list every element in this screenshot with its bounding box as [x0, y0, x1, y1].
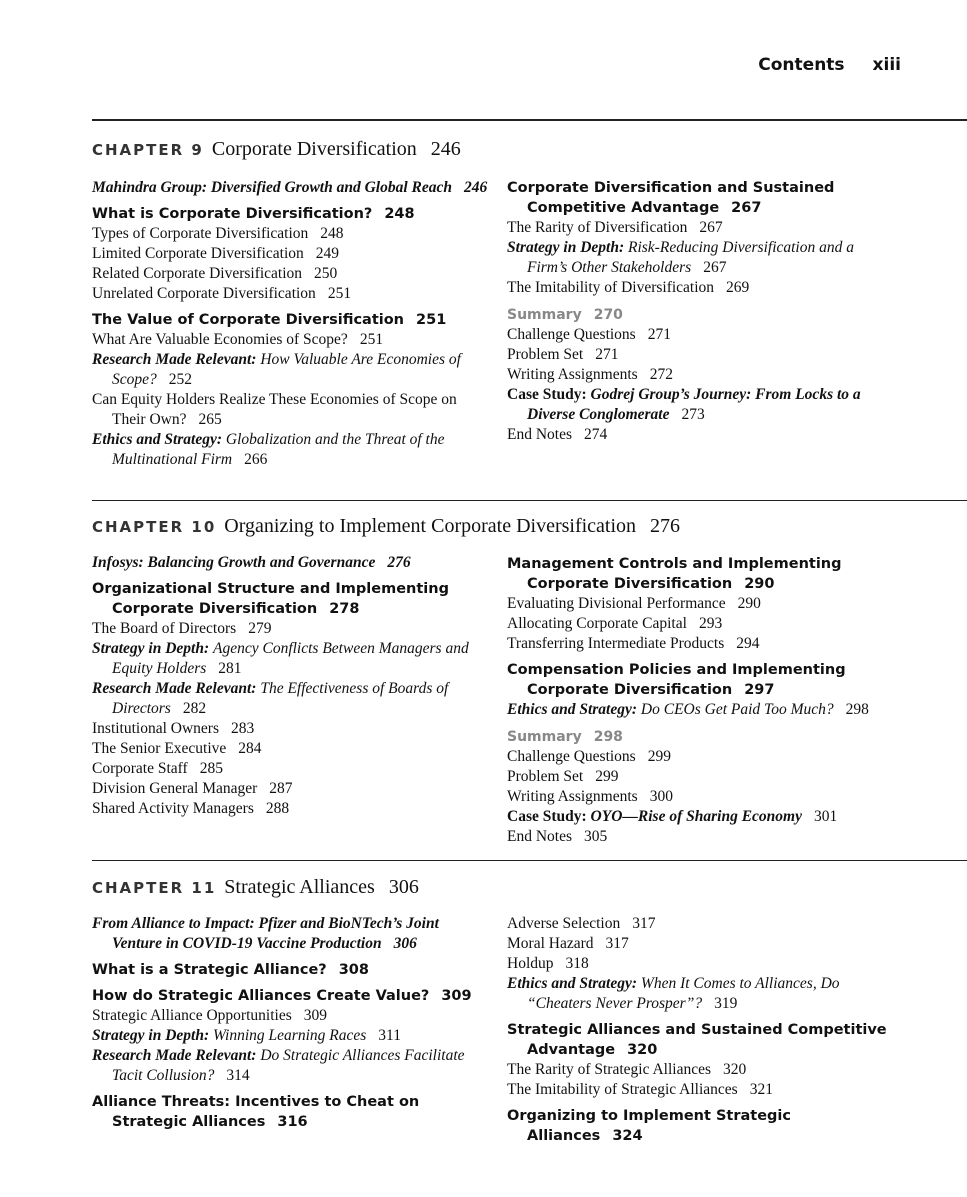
- chapter-heading[interactable]: [92, 876, 419, 899]
- entry-title: Corporate Diversification and Sustained Competitive Advantage: [507, 180, 835, 216]
- entry-title: The Rarity of Diversification: [507, 219, 688, 236]
- entry-lead: Strategy in Depth:: [507, 239, 625, 256]
- chapter-10-left-column: [92, 553, 490, 819]
- entry-page: 319: [714, 995, 738, 1012]
- toc-section-heading[interactable]: [507, 1106, 887, 1146]
- entry-page: 246: [463, 179, 488, 196]
- entry-page: 309: [303, 1007, 327, 1024]
- toc-section-heading[interactable]: [507, 554, 902, 594]
- toc-entry[interactable]: [92, 739, 490, 759]
- entry-lead: Case Study:: [507, 808, 587, 825]
- chapter-11-left-column: [92, 914, 490, 1132]
- toc-entry[interactable]: [507, 827, 902, 847]
- entry-page: 306: [393, 935, 417, 952]
- entry-page: 283: [231, 720, 255, 737]
- entry-title: How do Strategic Alliances Create Value?: [92, 988, 430, 1004]
- chapter-11-right-column: [507, 914, 887, 1146]
- toc-entry[interactable]: [507, 767, 902, 787]
- toc-section-heading[interactable]: [507, 660, 902, 700]
- toc-entry[interactable]: [507, 1080, 887, 1100]
- toc-entry[interactable]: [92, 244, 490, 264]
- entry-page: 324: [612, 1128, 643, 1144]
- toc-entry[interactable]: [92, 719, 490, 739]
- entry-page: 267: [699, 219, 723, 236]
- toc-case-study[interactable]: [507, 385, 887, 425]
- divider-rule: [92, 860, 967, 861]
- entry-title: Writing Assignments: [507, 366, 638, 383]
- chapter-label: CHAPTER 11: [92, 879, 217, 897]
- entry-title: End Notes: [507, 828, 573, 845]
- entry-page: 305: [584, 828, 608, 845]
- entry-page: 290: [744, 576, 775, 592]
- entry-title: Godrej Group’s Journey: From Locks to a Diverse Conglomerate: [527, 386, 861, 423]
- entry-title: Problem Set: [507, 346, 584, 363]
- entry-page: 274: [584, 426, 608, 443]
- toc-section-heading[interactable]: [92, 986, 490, 1006]
- entry-page: 321: [749, 1081, 773, 1098]
- toc-entry[interactable]: [507, 594, 902, 614]
- entry-page: 298: [593, 729, 623, 745]
- entry-title: Alliance Threats: Incentives to Cheat on Strategic Alliances: [92, 1094, 420, 1130]
- entry-page: 320: [627, 1042, 658, 1058]
- toc-entry[interactable]: [92, 284, 490, 304]
- entry-page: 249: [315, 245, 340, 262]
- entry-title: Compensation Policies and Implementing Corporate Diversification: [507, 662, 846, 698]
- entry-title: Summary: [507, 307, 582, 323]
- chapter-heading[interactable]: [92, 138, 461, 161]
- toc-entry[interactable]: [507, 614, 902, 634]
- entry-page: 281: [218, 660, 242, 677]
- chapter-9-right-column: [507, 178, 887, 445]
- entry-page: 251: [359, 331, 384, 348]
- entry-title: Infosys: Balancing Growth and Governance: [92, 554, 376, 571]
- entry-title: Division General Manager: [92, 780, 258, 797]
- entry-title: Strategic Alliance Opportunities: [92, 1007, 292, 1024]
- entry-page: 316: [277, 1114, 308, 1130]
- entry-title: The Rarity of Strategic Alliances: [507, 1061, 712, 1078]
- entry-page: 267: [703, 259, 727, 276]
- entry-title: Do CEOs Get Paid Too Much?: [640, 701, 834, 718]
- chapter-title: Strategic Alliances: [224, 876, 375, 898]
- entry-page: 265: [198, 411, 222, 428]
- entry-lead: Ethics and Strategy:: [507, 701, 638, 718]
- entry-page: 251: [416, 312, 447, 328]
- toc-section-heading[interactable]: [507, 178, 887, 218]
- entry-title: From Alliance to Impact: Pfizer and BioNTech’s Joint Venture in COVID-19 Vaccine Production: [92, 915, 439, 952]
- toc-entry[interactable]: [92, 799, 490, 819]
- toc-entry[interactable]: [507, 1060, 887, 1080]
- toc-case-study[interactable]: [507, 807, 902, 827]
- toc-entry[interactable]: [92, 330, 490, 350]
- entry-title: Writing Assignments: [507, 788, 638, 805]
- entry-title: Mahindra Group: Diversified Growth and Global Reach: [92, 179, 452, 196]
- entry-title: Agency Conflicts Between Managers and Equity Holders: [112, 640, 469, 677]
- entry-title: Organizing to Implement Strategic Alliances: [507, 1108, 791, 1144]
- chapter-label: CHAPTER 10: [92, 518, 217, 536]
- entry-lead: Case Study:: [507, 386, 587, 403]
- entry-page: 278: [329, 601, 360, 617]
- toc-section-heading[interactable]: [92, 579, 490, 619]
- toc-entry[interactable]: [507, 934, 887, 954]
- entry-title: What Are Valuable Economies of Scope?: [92, 331, 348, 348]
- toc-entry[interactable]: [92, 759, 490, 779]
- entry-page: 279: [248, 620, 272, 637]
- toc-entry[interactable]: [507, 634, 902, 654]
- entry-title: Holdup: [507, 955, 554, 972]
- entry-title: What is Corporate Diversification?: [92, 206, 373, 222]
- toc-section-heading[interactable]: [92, 310, 490, 330]
- entry-title: Transferring Intermediate Products: [507, 635, 725, 652]
- header-section-title: Contents: [758, 55, 845, 75]
- entry-title: When It Comes to Alliances, Do “Cheaters Never Prosper”?: [527, 975, 840, 1012]
- entry-page: 311: [378, 1027, 401, 1044]
- entry-lead: Ethics and Strategy:: [507, 975, 638, 992]
- chapter-10-right-column: [507, 554, 902, 847]
- entry-page: 299: [647, 748, 671, 765]
- entry-title: The Effectiveness of Boards of Directors: [112, 680, 449, 717]
- entry-title: The Value of Corporate Diversification: [92, 312, 405, 328]
- toc-feature-entry[interactable]: [507, 238, 887, 278]
- chapter-9-left-column: [92, 178, 490, 470]
- toc-entry[interactable]: [92, 264, 490, 284]
- entry-title: Moral Hazard: [507, 935, 594, 952]
- entry-page: 270: [593, 307, 623, 323]
- toc-opening-case[interactable]: [92, 553, 490, 573]
- toc-entry[interactable]: [507, 278, 887, 298]
- toc-feature-entry[interactable]: [92, 350, 490, 390]
- toc-opening-case[interactable]: [92, 178, 490, 198]
- toc-entry[interactable]: [507, 914, 887, 934]
- toc-feature-entry[interactable]: [92, 1046, 490, 1086]
- toc-entry[interactable]: [92, 619, 490, 639]
- toc-section-heading[interactable]: [92, 960, 490, 980]
- chapter-title: Corporate Diversification: [211, 138, 417, 160]
- toc-feature-entry[interactable]: [92, 639, 490, 679]
- entry-page: 320: [723, 1061, 747, 1078]
- entry-lead: Strategy in Depth:: [92, 640, 210, 657]
- entry-page: 293: [698, 615, 723, 632]
- running-header: [758, 55, 901, 75]
- entry-title: The Senior Executive: [92, 740, 227, 757]
- toc-entry[interactable]: [507, 787, 902, 807]
- entry-page: 276: [387, 554, 411, 571]
- entry-page: 318: [565, 955, 589, 972]
- entry-page: 266: [244, 451, 268, 468]
- entry-title: Unrelated Corporate Diversification: [92, 285, 316, 302]
- divider-rule: [92, 119, 967, 121]
- entry-title: Adverse Selection: [507, 915, 621, 932]
- toc-feature-entry[interactable]: [507, 974, 887, 1014]
- toc-entry[interactable]: [507, 345, 887, 365]
- entry-page: 273: [681, 406, 705, 423]
- entry-title: Summary: [507, 729, 582, 745]
- entry-page: 271: [647, 326, 671, 343]
- entry-title: Allocating Corporate Capital: [507, 615, 687, 632]
- entry-page: 294: [736, 635, 760, 652]
- entry-page: 252: [168, 371, 193, 388]
- entry-page: 314: [226, 1067, 250, 1084]
- entry-title: Management Controls and Implementing Corporate Diversification: [507, 556, 842, 592]
- toc-entry[interactable]: [92, 779, 490, 799]
- entry-page: 251: [327, 285, 352, 302]
- entry-page: 309: [441, 988, 472, 1004]
- entry-page: 288: [265, 800, 290, 817]
- entry-title: Types of Corporate Diversification: [92, 225, 309, 242]
- toc-entry[interactable]: [507, 365, 887, 385]
- toc-entry[interactable]: [507, 218, 887, 238]
- chapter-page: 246: [430, 138, 461, 160]
- entry-title: Related Corporate Diversification: [92, 265, 303, 282]
- entry-page: 248: [384, 206, 415, 222]
- entry-title: Do Strategic Alliances Facilitate Tacit Collusion?: [112, 1047, 465, 1084]
- entry-page: 317: [632, 915, 656, 932]
- toc-entry[interactable]: [92, 1006, 490, 1026]
- entry-page: 250: [314, 265, 338, 282]
- entry-page: 267: [731, 200, 762, 216]
- toc-feature-entry[interactable]: [507, 700, 902, 720]
- entry-title: End Notes: [507, 426, 573, 443]
- chapter-heading[interactable]: [92, 515, 680, 538]
- toc-entry[interactable]: [507, 747, 902, 767]
- entry-title: How Valuable Are Economies of Scope?: [112, 351, 461, 388]
- entry-page: 308: [338, 962, 369, 978]
- entry-lead: Research Made Relevant:: [92, 351, 257, 368]
- toc-summary[interactable]: [507, 727, 902, 747]
- entry-page: 299: [595, 768, 619, 785]
- entry-title: Corporate Staff: [92, 760, 188, 777]
- entry-page: 285: [199, 760, 223, 777]
- entry-title: What is a Strategic Alliance?: [92, 962, 327, 978]
- entry-page: 272: [649, 366, 673, 383]
- entry-title: The Imitability of Strategic Alliances: [507, 1081, 738, 1098]
- entry-lead: Research Made Relevant:: [92, 1047, 257, 1064]
- entry-page: 287: [269, 780, 293, 797]
- entry-title: Shared Activity Managers: [92, 800, 254, 817]
- entry-title: Globalization and the Threat of the Multinational Firm: [112, 431, 445, 468]
- chapter-title: Organizing to Implement Corporate Diversification: [224, 515, 637, 537]
- divider-rule: [92, 500, 967, 501]
- toc-entry[interactable]: [507, 425, 887, 445]
- toc-summary[interactable]: [507, 305, 887, 325]
- toc-feature-entry[interactable]: [92, 1026, 490, 1046]
- chapter-page: 276: [650, 515, 681, 537]
- entry-title: Challenge Questions: [507, 748, 636, 765]
- entry-title: Institutional Owners: [92, 720, 219, 737]
- entry-page: 269: [726, 279, 750, 296]
- entry-title: The Board of Directors: [92, 620, 237, 637]
- header-page-number: xiii: [872, 55, 901, 75]
- chapter-page: 306: [388, 876, 419, 898]
- entry-title: Limited Corporate Diversification: [92, 245, 304, 262]
- entry-page: 284: [238, 740, 262, 757]
- toc-entry[interactable]: [92, 390, 490, 430]
- entry-page: 298: [845, 701, 869, 718]
- entry-lead: Ethics and Strategy:: [92, 431, 223, 448]
- toc-entry[interactable]: [507, 325, 887, 345]
- entry-lead: Strategy in Depth:: [92, 1027, 210, 1044]
- entry-page: 300: [649, 788, 673, 805]
- entry-lead: Research Made Relevant:: [92, 680, 257, 697]
- chapter-label: CHAPTER 9: [92, 141, 204, 159]
- toc-feature-entry[interactable]: [92, 679, 490, 719]
- entry-title: Challenge Questions: [507, 326, 636, 343]
- toc-section-heading[interactable]: [507, 1020, 887, 1060]
- entry-title: Can Equity Holders Realize These Economies of Scope on Their Own?: [92, 391, 457, 428]
- entry-page: 297: [744, 682, 775, 698]
- toc-section-heading[interactable]: [92, 204, 490, 224]
- entry-title: Winning Learning Races: [213, 1027, 367, 1044]
- entry-title: Evaluating Divisional Performance: [507, 595, 726, 612]
- toc-entry[interactable]: [92, 224, 490, 244]
- entry-page: 248: [320, 225, 344, 242]
- toc-feature-entry[interactable]: [92, 430, 490, 470]
- toc-section-heading[interactable]: [92, 1092, 490, 1132]
- entry-page: 282: [182, 700, 207, 717]
- entry-title: Strategic Alliances and Sustained Competitive Advantage: [507, 1022, 887, 1058]
- entry-title: Problem Set: [507, 768, 584, 785]
- entry-title: Organizational Structure and Implementing Corporate Diversification: [92, 581, 449, 617]
- entry-title: The Imitability of Diversification: [507, 279, 715, 296]
- entry-title: OYO—Rise of Sharing Economy: [590, 808, 802, 825]
- toc-opening-case[interactable]: [92, 914, 490, 954]
- entry-title: Risk-Reducing Diversification and a Firm’s Other Stakeholders: [527, 239, 854, 276]
- entry-page: 317: [605, 935, 629, 952]
- entry-page: 271: [595, 346, 619, 363]
- toc-entry[interactable]: [507, 954, 887, 974]
- entry-page: 301: [813, 808, 838, 825]
- entry-page: 290: [737, 595, 761, 612]
